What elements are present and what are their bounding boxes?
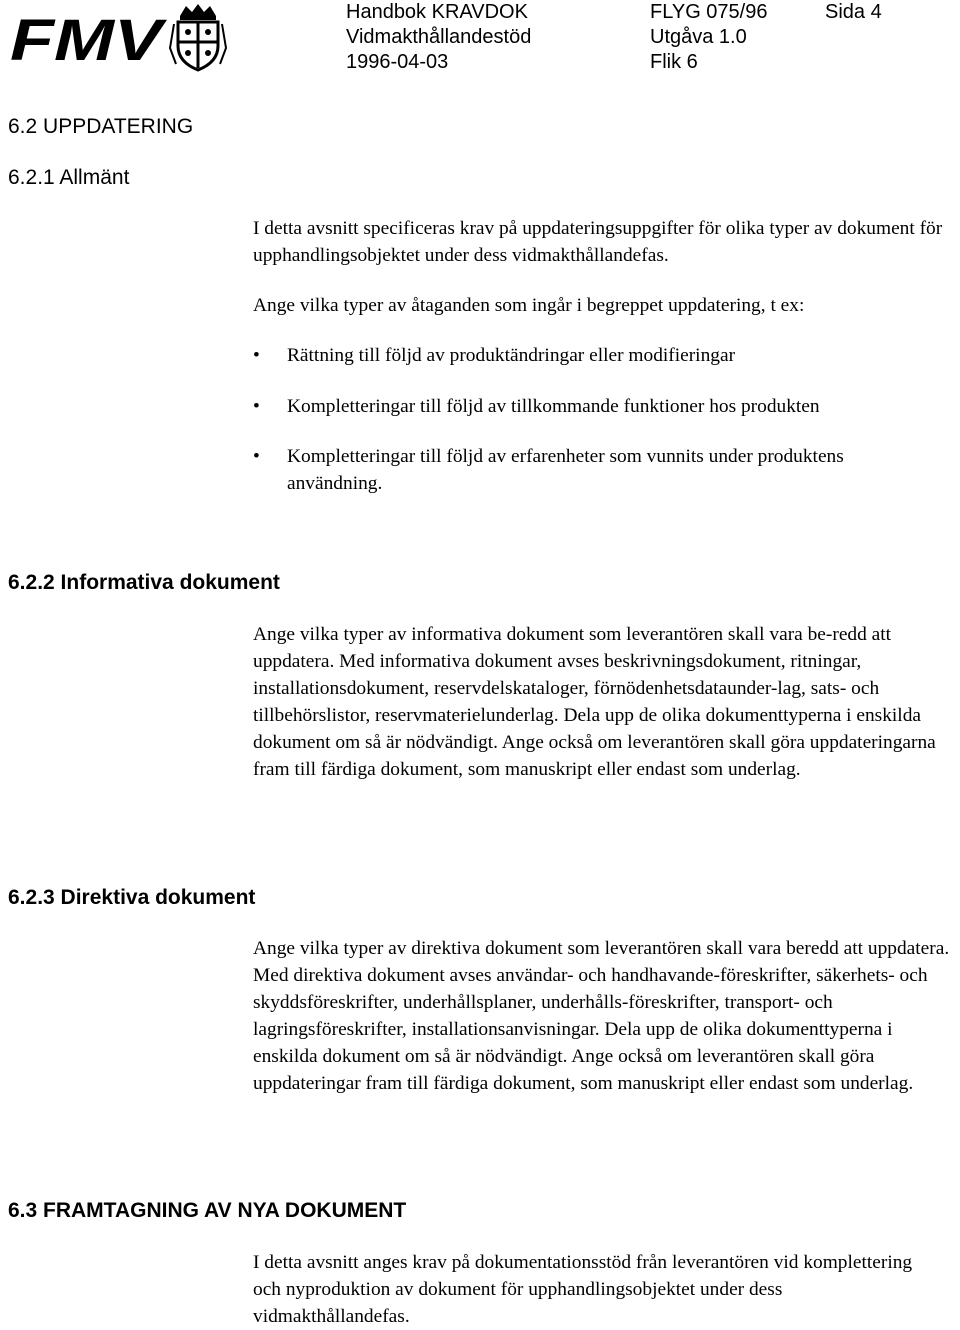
bullet-icon: • [253, 345, 260, 366]
header-tab: Flik 6 [650, 51, 698, 73]
paragraph-6-2-1-intro: I detta avsnitt specificeras krav på uppdateringsuppgifter för olika typer av dokument för upphandlingsobjektet under dess vidmakthållandefas. [253, 218, 943, 267]
header-page: Sida 4 [825, 1, 882, 23]
section-heading-6-2: 6.2 UPPDATERING [8, 115, 194, 138]
header-doc-id: FLYG 075/96 [650, 1, 768, 23]
bullet-icon: • [253, 396, 260, 417]
header-edition: Utgåva 1.0 [650, 26, 747, 48]
paragraph-6-3: I detta avsnitt anges krav på dokumentationsstöd från leverantören vid komplettering och nyproduktion av dokument för upphandlingsobjektet under dess vidmakthållandefas. [253, 1252, 913, 1328]
list-item-text: Kompletteringar till följd av tillkommande funktioner hos produkten [287, 396, 820, 417]
section-heading-6-3: 6.3 FRAMTAGNING AV NYA DOKUMENT [8, 1199, 407, 1222]
section-heading-6-2-2: 6.2.2 Informativa dokument [8, 571, 280, 594]
list-item [253, 393, 953, 420]
fmv-logo-text: FMV [10, 8, 168, 72]
list-item [253, 443, 913, 497]
list-item [253, 342, 953, 369]
bullet-icon: • [253, 446, 260, 467]
section-heading-6-2-1: 6.2.1 Allmänt [8, 166, 130, 189]
crown-coat-of-arms-icon [170, 4, 226, 70]
paragraph-6-2-2: Ange vilka typer av informativa dokument som leverantören skall vara be-redd att uppdatera. Med informativa dokument avses beskrivningsdokument, ritningar, installationsdokument, reservdelskataloger, förnödenhetsdataunder-lag, sats- och tillbehörslistor, reservmaterielunderlag. Dela upp de olika dokumenttyperna i enskilda dokument om så är nödvändigt. Ange också om leverantören skall göra uppdateringarna fram till färdiga dokument, som manuskript eller endast som underlag. [253, 624, 936, 781]
section-heading-6-2-3: 6.2.3 Direktiva dokument [8, 886, 256, 909]
header-date: 1996-04-03 [346, 51, 449, 73]
paragraph-6-2-3: Ange vilka typer av direktiva dokument som leverantören skall vara beredd att uppdatera. Med direktiva dokument avses användar- och handhavande-föreskrifter, säkerhets- och skyddsföreskrifter, underhållsplaner, underhålls-föreskrifter, transport- och lagringsföreskrifter, installationsanvisningar. Dela upp de olika dokumenttyperna i enskilda dokument om så är nödvändigt. Ange också om leverantören skall göra uppdateringar fram till färdiga dokument, som manuskript eller endast som underlag. [253, 938, 950, 1095]
header-title: Handbok KRAVDOK [346, 1, 528, 23]
fmv-logo [8, 2, 240, 72]
list-item-text: Kompletteringar till följd av erfarenheter som vunnits under produktens användning. [287, 446, 844, 495]
header-subtitle: Vidmakthållandestöd [346, 26, 532, 48]
paragraph-6-2-1-list-intro: Ange vilka typer av åtaganden som ingår i begreppet uppdatering, t ex: [253, 295, 805, 316]
list-item-text: Rättning till följd av produktändringar eller modifieringar [287, 345, 736, 366]
